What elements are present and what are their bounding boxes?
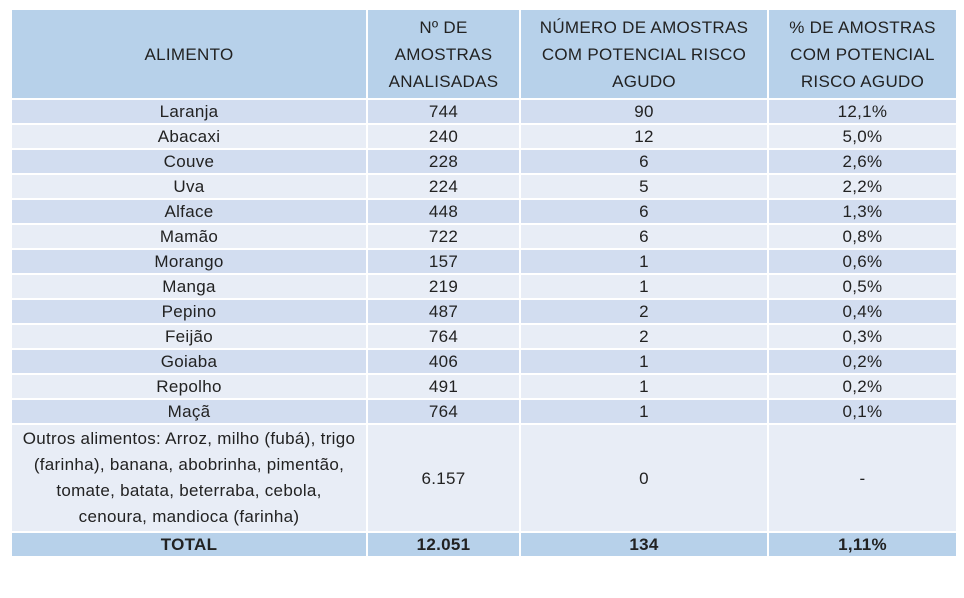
cell-risk: 1 — [520, 399, 768, 424]
cell-risk: 1 — [520, 349, 768, 374]
cell-percent: 2,6% — [768, 149, 957, 174]
cell-analyzed: 487 — [367, 299, 520, 324]
cell-analyzed: 240 — [367, 124, 520, 149]
cell-risk: 5 — [520, 174, 768, 199]
table-row — [11, 99, 957, 124]
table-row — [11, 299, 957, 324]
cell-food: Pepino — [11, 299, 367, 324]
cell-risk: 1 — [520, 274, 768, 299]
cell-analyzed: 744 — [367, 99, 520, 124]
cell-food: Manga — [11, 274, 367, 299]
cell-total-percent: 1,11% — [768, 532, 957, 557]
cell-percent: 0,8% — [768, 224, 957, 249]
cell-risk: 90 — [520, 99, 768, 124]
cell-food: Repolho — [11, 374, 367, 399]
table-row — [11, 324, 957, 349]
cell-percent: 0,2% — [768, 374, 957, 399]
cell-percent: 12,1% — [768, 99, 957, 124]
header-samples-analyzed: Nº DE AMOSTRAS ANALISADAS — [367, 9, 520, 99]
cell-food: Feijão — [11, 324, 367, 349]
cell-percent: 0,1% — [768, 399, 957, 424]
cell-analyzed: 448 — [367, 199, 520, 224]
table-row — [11, 224, 957, 249]
cell-food: Mamão — [11, 224, 367, 249]
table-row — [11, 399, 957, 424]
table-row — [11, 274, 957, 299]
cell-percent: 2,2% — [768, 174, 957, 199]
header-food: ALIMENTO — [11, 9, 367, 99]
cell-analyzed: 228 — [367, 149, 520, 174]
cell-others-analyzed: 6.157 — [367, 424, 520, 532]
others-row — [11, 424, 957, 532]
cell-risk: 6 — [520, 149, 768, 174]
cell-percent: 5,0% — [768, 124, 957, 149]
cell-analyzed: 224 — [367, 174, 520, 199]
cell-risk: 12 — [520, 124, 768, 149]
cell-analyzed: 219 — [367, 274, 520, 299]
table-row — [11, 199, 957, 224]
cell-percent: 0,4% — [768, 299, 957, 324]
table-body — [11, 99, 957, 557]
cell-food: Morango — [11, 249, 367, 274]
cell-percent: 0,5% — [768, 274, 957, 299]
table-row — [11, 149, 957, 174]
cell-food: Goiaba — [11, 349, 367, 374]
cell-total-label: TOTAL — [11, 532, 367, 557]
pesticide-risk-table — [10, 8, 958, 558]
header-percent-risk: % DE AMOSTRAS COM POTENCIAL RISCO AGUDO — [768, 9, 957, 99]
cell-others-food: Outros alimentos: Arroz, milho (fubá), trigo (farinha), banana, abobrinha, pimentão, tomate, batata, beterraba, cebola, cenoura, mandioca (farinha) — [11, 424, 367, 532]
cell-risk: 6 — [520, 199, 768, 224]
cell-food: Abacaxi — [11, 124, 367, 149]
table-row — [11, 349, 957, 374]
cell-risk: 6 — [520, 224, 768, 249]
table-row — [11, 124, 957, 149]
cell-analyzed: 157 — [367, 249, 520, 274]
cell-percent: 0,6% — [768, 249, 957, 274]
cell-percent: 0,3% — [768, 324, 957, 349]
cell-analyzed: 764 — [367, 399, 520, 424]
header-samples-risk: NÚMERO DE AMOSTRAS COM POTENCIAL RISCO AGUDO — [520, 9, 768, 99]
cell-risk: 2 — [520, 324, 768, 349]
cell-others-risk: 0 — [520, 424, 768, 532]
cell-food: Couve — [11, 149, 367, 174]
cell-risk: 2 — [520, 299, 768, 324]
cell-percent: 1,3% — [768, 199, 957, 224]
cell-food: Laranja — [11, 99, 367, 124]
cell-food: Maçã — [11, 399, 367, 424]
cell-risk: 1 — [520, 374, 768, 399]
cell-percent: 0,2% — [768, 349, 957, 374]
table-row — [11, 374, 957, 399]
cell-risk: 1 — [520, 249, 768, 274]
cell-analyzed: 406 — [367, 349, 520, 374]
cell-total-risk: 134 — [520, 532, 768, 557]
cell-total-analyzed: 12.051 — [367, 532, 520, 557]
total-row — [11, 532, 957, 557]
header-row — [11, 9, 957, 99]
cell-analyzed: 764 — [367, 324, 520, 349]
cell-others-percent: - — [768, 424, 957, 532]
cell-analyzed: 722 — [367, 224, 520, 249]
table-row — [11, 249, 957, 274]
cell-food: Uva — [11, 174, 367, 199]
cell-food: Alface — [11, 199, 367, 224]
cell-analyzed: 491 — [367, 374, 520, 399]
table-row — [11, 174, 957, 199]
